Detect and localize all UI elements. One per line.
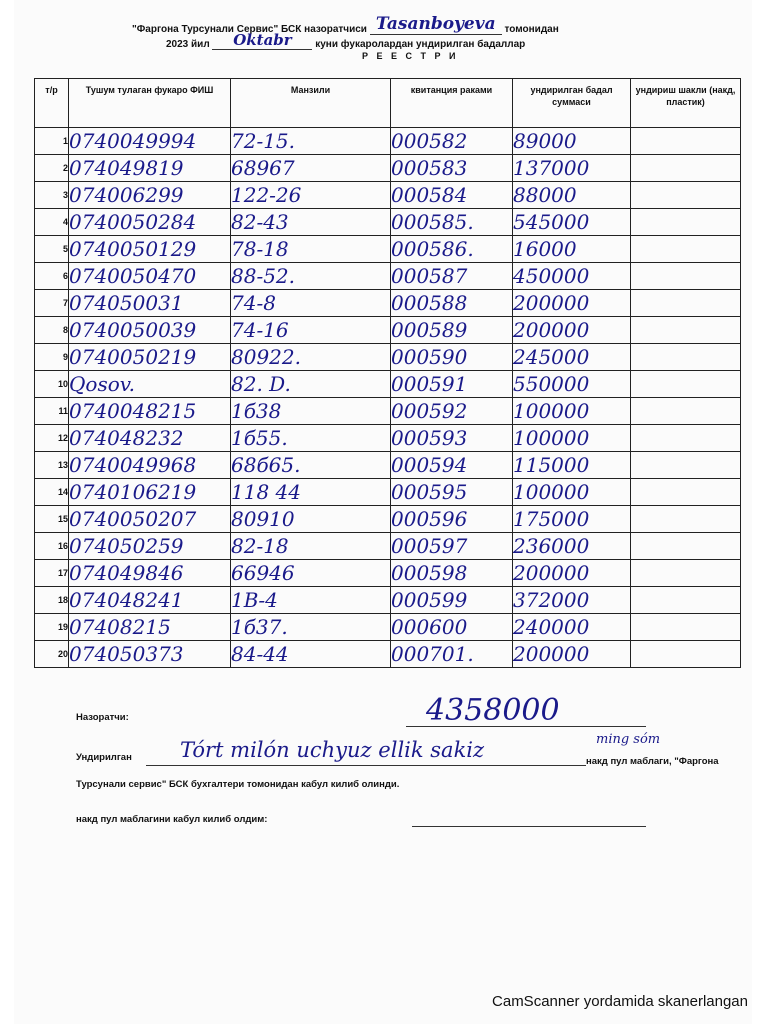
cell-address: 88-52. [231, 263, 391, 290]
cell-receipt: 000593 [391, 425, 513, 452]
table-row [35, 290, 741, 317]
cell-address: 66946 [231, 560, 391, 587]
table-row [35, 506, 741, 533]
cell-payment-form [631, 317, 741, 344]
cell-citizen: 074006299 [69, 182, 231, 209]
cell-receipt: 000586. [391, 236, 513, 263]
cell-citizen: 0740049968 [69, 452, 231, 479]
header-line1-suffix: томонидан [504, 24, 559, 35]
table-row [35, 614, 741, 641]
cell-payment-form [631, 560, 741, 587]
cell-receipt: 000582 [391, 128, 513, 155]
table-header-row [35, 79, 741, 128]
cell-payment-form [631, 263, 741, 290]
cell-amount: 236000 [513, 533, 631, 560]
table-row [35, 128, 741, 155]
cell-payment-form [631, 371, 741, 398]
cell-num: 4 [35, 209, 69, 236]
total-amount-handwritten: 4358000 [426, 693, 560, 728]
table-row [35, 236, 741, 263]
header-year: 2023 йил [166, 39, 210, 50]
cell-amount: 550000 [513, 371, 631, 398]
cell-num: 3 [35, 182, 69, 209]
cell-citizen: 0740049994 [69, 128, 231, 155]
cell-payment-form [631, 533, 741, 560]
cell-num: 20 [35, 641, 69, 668]
collected-suffix: накд пул маблаги, "Фаргона [586, 756, 719, 767]
cell-num: 8 [35, 317, 69, 344]
amount-in-words-line [146, 765, 586, 766]
cell-receipt: 000584 [391, 182, 513, 209]
cell-payment-form [631, 344, 741, 371]
table-row [35, 317, 741, 344]
cell-address: 1б37. [231, 614, 391, 641]
cell-amount: 200000 [513, 560, 631, 587]
cell-address: 1б55. [231, 425, 391, 452]
col-header-num: т/р [35, 79, 69, 128]
cell-address: 118 44 [231, 479, 391, 506]
cell-num: 5 [35, 236, 69, 263]
table-row [35, 263, 741, 290]
cell-amount: 175000 [513, 506, 631, 533]
cell-address: 1б38 [231, 398, 391, 425]
inspector-name-field: Tasanboyeva [370, 14, 502, 35]
cell-payment-form [631, 506, 741, 533]
cell-receipt: 000588 [391, 290, 513, 317]
cell-payment-form [631, 614, 741, 641]
cell-payment-form [631, 290, 741, 317]
cell-amount: 100000 [513, 479, 631, 506]
cell-num: 2 [35, 155, 69, 182]
table-row [35, 641, 741, 668]
document-title: Р Е Е С Т Р И [362, 51, 459, 61]
cell-num: 17 [35, 560, 69, 587]
cell-address: 74-8 [231, 290, 391, 317]
table-row [35, 155, 741, 182]
cell-amount: 200000 [513, 290, 631, 317]
cell-address: 1В-4 [231, 587, 391, 614]
date-field: Oktabr [212, 31, 312, 50]
table-row [35, 452, 741, 479]
table-row [35, 587, 741, 614]
cell-address: 74-16 [231, 317, 391, 344]
cell-receipt: 000600 [391, 614, 513, 641]
amount-in-words: Tórt milón uchyuz ellik sakiz [180, 738, 485, 762]
cell-num: 16 [35, 533, 69, 560]
table-row [35, 398, 741, 425]
cell-amount: 89000 [513, 128, 631, 155]
cell-address: 82-18 [231, 533, 391, 560]
register-table [34, 78, 741, 668]
received-label: накд пул маблагини кабул килиб олдим: [76, 814, 268, 825]
header-line2-suffix: куни фукаролардан ундирилган бадаллар [315, 39, 526, 50]
cell-citizen: 074050031 [69, 290, 231, 317]
cell-amount: 16000 [513, 236, 631, 263]
cell-receipt: 000594 [391, 452, 513, 479]
cell-citizen: 0740048215 [69, 398, 231, 425]
cell-num: 12 [35, 425, 69, 452]
cell-citizen: 0740050039 [69, 317, 231, 344]
header-org-prefix: "Фаргона Турсунали Сервис" БСК назоратчиси [132, 24, 367, 35]
col-header-payment-form: ундириш шакли (накд, пластик) [631, 79, 741, 128]
cell-num: 1 [35, 128, 69, 155]
table-row [35, 209, 741, 236]
cell-citizen: 074049819 [69, 155, 231, 182]
cell-payment-form [631, 236, 741, 263]
cell-payment-form [631, 641, 741, 668]
cell-amount: 100000 [513, 425, 631, 452]
col-header-citizen: Тушум тулаган фукаро ФИШ [69, 79, 231, 128]
cell-amount: 88000 [513, 182, 631, 209]
cell-address: 122-26 [231, 182, 391, 209]
table-row [35, 371, 741, 398]
cell-amount: 200000 [513, 317, 631, 344]
cell-citizen: 0740050207 [69, 506, 231, 533]
cell-citizen: 07408215 [69, 614, 231, 641]
cell-amount: 245000 [513, 344, 631, 371]
cell-num: 9 [35, 344, 69, 371]
cell-amount: 450000 [513, 263, 631, 290]
cell-receipt: 000583 [391, 155, 513, 182]
cell-num: 7 [35, 290, 69, 317]
cell-citizen: 074049846 [69, 560, 231, 587]
cell-receipt: 000597 [391, 533, 513, 560]
cell-receipt: 000595 [391, 479, 513, 506]
table-row [35, 533, 741, 560]
scanner-watermark: CamScanner yordamida skanerlangan [492, 993, 748, 1010]
cell-citizen: 0740106219 [69, 479, 231, 506]
cell-citizen: 0740050219 [69, 344, 231, 371]
cell-address: 84-44 [231, 641, 391, 668]
cell-address: 68967 [231, 155, 391, 182]
table-row [35, 560, 741, 587]
cell-receipt: 000701. [391, 641, 513, 668]
cell-address: 80922. [231, 344, 391, 371]
cell-citizen: 0740050129 [69, 236, 231, 263]
cell-receipt: 000587 [391, 263, 513, 290]
cell-num: 6 [35, 263, 69, 290]
cell-payment-form [631, 587, 741, 614]
cell-receipt: 000599 [391, 587, 513, 614]
cell-payment-form [631, 425, 741, 452]
amount-in-words-tail: ming sóm [596, 732, 661, 747]
inspector-label: Назоратчи: [76, 712, 129, 723]
cell-receipt: 000592 [391, 398, 513, 425]
cell-citizen: 074050373 [69, 641, 231, 668]
cell-address: 72-15. [231, 128, 391, 155]
cell-amount: 137000 [513, 155, 631, 182]
cell-amount: 115000 [513, 452, 631, 479]
cell-receipt: 000589 [391, 317, 513, 344]
table-row [35, 182, 741, 209]
cell-payment-form [631, 155, 741, 182]
cell-citizen: 074050259 [69, 533, 231, 560]
cell-amount: 372000 [513, 587, 631, 614]
cell-payment-form [631, 452, 741, 479]
col-header-amount: ундирилган бадал суммаси [513, 79, 631, 128]
cell-receipt: 000585. [391, 209, 513, 236]
collected-amount-line [76, 732, 746, 768]
col-header-address: Манзили [231, 79, 391, 128]
cell-amount: 200000 [513, 641, 631, 668]
cell-payment-form [631, 209, 741, 236]
cell-num: 15 [35, 506, 69, 533]
cell-num: 19 [35, 614, 69, 641]
cell-address: 78-18 [231, 236, 391, 263]
table-row [35, 425, 741, 452]
cell-num: 11 [35, 398, 69, 425]
cell-address: 82-43 [231, 209, 391, 236]
table-row [35, 344, 741, 371]
cell-amount: 240000 [513, 614, 631, 641]
cell-receipt: 000590 [391, 344, 513, 371]
cell-num: 14 [35, 479, 69, 506]
table-row [35, 479, 741, 506]
cell-address: 68б65. [231, 452, 391, 479]
cell-payment-form [631, 128, 741, 155]
cell-receipt: 000598 [391, 560, 513, 587]
cell-amount: 545000 [513, 209, 631, 236]
cell-num: 18 [35, 587, 69, 614]
document-page [14, 0, 752, 1024]
cell-citizen: Qosov. [69, 371, 231, 398]
cell-citizen: 0740050284 [69, 209, 231, 236]
cell-receipt: 000596 [391, 506, 513, 533]
cell-address: 82. D. [231, 371, 391, 398]
cell-receipt: 000591 [391, 371, 513, 398]
col-header-receipt: квитанция раками [391, 79, 513, 128]
cell-citizen: 074048232 [69, 425, 231, 452]
received-signature-line [412, 826, 646, 827]
cell-num: 10 [35, 371, 69, 398]
cell-address: 80910 [231, 506, 391, 533]
accountant-line: Турсунали сервис" БСК бухгалтери томонидан кабул килиб олинди. [76, 779, 400, 790]
header-line-2 [166, 31, 525, 50]
collected-label: Ундирилган [76, 752, 132, 763]
cell-payment-form [631, 398, 741, 425]
cell-num: 13 [35, 452, 69, 479]
cell-payment-form [631, 182, 741, 209]
cell-amount: 100000 [513, 398, 631, 425]
cell-payment-form [631, 479, 741, 506]
cell-citizen: 074048241 [69, 587, 231, 614]
register-table-body [35, 128, 741, 668]
cell-citizen: 0740050470 [69, 263, 231, 290]
